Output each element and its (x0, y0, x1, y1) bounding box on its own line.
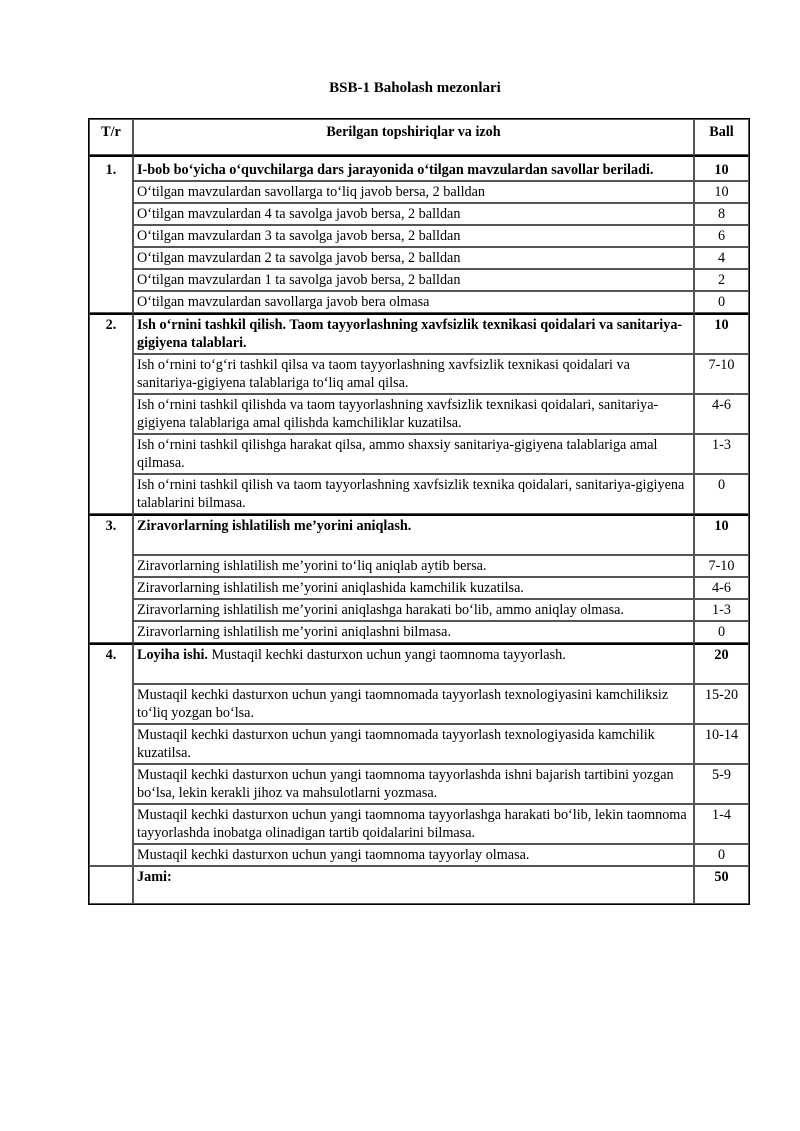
section-number: 4. (89, 643, 133, 866)
section-score: 10 (694, 155, 749, 181)
criterion-score: 15-20 (694, 684, 749, 724)
document-title: BSB-1 Baholash mezonlari (329, 80, 501, 96)
criterion-score: 7-10 (694, 354, 749, 394)
section-title (133, 643, 694, 684)
section-score: 20 (694, 643, 749, 684)
criterion-text: Mustaqil kechki dasturxon uchun yangi taomnomada tayyorlash texnologiyasini kamchiliksiz to‘liq yozgan bo‘lsa. (133, 684, 694, 724)
criterion-row (89, 225, 749, 247)
criterion-row (89, 394, 749, 434)
criteria-table (88, 118, 750, 905)
criterion-row (89, 269, 749, 291)
section-number: 1. (89, 155, 133, 313)
criterion-row (89, 804, 749, 844)
criterion-text: Mustaqil kechki dasturxon uchun yangi taomnoma tayyorlashga harakati bo‘lib, lekin taomnoma tayyorlashda inobatga olinadigan tartib qoidalarini bilmasa. (133, 804, 694, 844)
criterion-row (89, 354, 749, 394)
criterion-score: 10 (694, 181, 749, 203)
total-score: 50 (694, 866, 749, 904)
header-task: Berilgan topshiriqlar va izoh (133, 119, 694, 155)
criterion-score: 0 (694, 291, 749, 313)
criterion-text: Mustaqil kechki dasturxon uchun yangi taomnoma tayyorlay olmasa. (133, 844, 694, 866)
project-label: Loyiha ishi. (137, 647, 208, 663)
criterion-row (89, 844, 749, 866)
section-row (89, 643, 749, 684)
section-row (89, 313, 749, 354)
criterion-row (89, 203, 749, 225)
section-number: 2. (89, 313, 133, 514)
criterion-score: 7-10 (694, 555, 749, 577)
criterion-text: Ziravorlarning ishlatilish me’yorini to‘liq aniqlab aytib bersa. (133, 555, 694, 577)
criterion-score: 0 (694, 844, 749, 866)
criterion-text: Ish o‘rnini to‘g‘ri tashkil qilsa va taom tayyorlashning xavfsizlik texnikasi qoidalari va sanitariya-gigiyena talablariga to‘liq amal qilsa. (133, 354, 694, 394)
header-score: Ball (694, 119, 749, 155)
criterion-score: 6 (694, 225, 749, 247)
total-row (89, 866, 749, 904)
criterion-score: 8 (694, 203, 749, 225)
criterion-row (89, 684, 749, 724)
criterion-text: O‘tilgan mavzulardan 1 ta savolga javob bersa, 2 balldan (133, 269, 694, 291)
header-number: T/r (89, 119, 133, 155)
criterion-text: Mustaqil kechki dasturxon uchun yangi taomnomada tayyorlash texnologiyasida kamchilik kuzatilsa. (133, 724, 694, 764)
criterion-score: 2 (694, 269, 749, 291)
criterion-text: O‘tilgan mavzulardan 4 ta savolga javob bersa, 2 balldan (133, 203, 694, 225)
criterion-text: Ziravorlarning ishlatilish me’yorini aniqlashida kamchilik kuzatilsa. (133, 577, 694, 599)
criterion-row (89, 577, 749, 599)
criterion-text: O‘tilgan mavzulardan savollarga javob bera olmasa (133, 291, 694, 313)
section-title: I-bob bo‘yicha o‘quvchilarga dars jarayonida o‘tilgan mavzulardan savollar beriladi. (133, 155, 694, 181)
criterion-score: 10-14 (694, 724, 749, 764)
criterion-score: 5-9 (694, 764, 749, 804)
project-description: Mustaqil kechki dasturxon uchun yangi taomnoma tayyorlash. (207, 647, 566, 663)
criterion-text: Mustaqil kechki dasturxon uchun yangi taomnoma tayyorlashda ishni bajarish tartibini yozgan bo‘lsa, lekin kerakli jihoz va mahsulotlarni yozmasa. (133, 764, 694, 804)
section-title: Ish o‘rnini tashkil qilish. Taom tayyorlashning xavfsizlik texnikasi qoidalari va sanitariya-gigiyena talablari. (133, 313, 694, 354)
criterion-score: 4 (694, 247, 749, 269)
criterion-row (89, 474, 749, 514)
section-number: 3. (89, 514, 133, 643)
criterion-row (89, 555, 749, 577)
section-score: 10 (694, 514, 749, 555)
criterion-text: O‘tilgan mavzulardan savollarga to‘liq javob bersa, 2 balldan (133, 181, 694, 203)
criterion-row (89, 599, 749, 621)
criterion-text: Ish o‘rnini tashkil qilishga harakat qilsa, ammo shaxsiy sanitariya-gigiyena talablariga amal qilmasa. (133, 434, 694, 474)
criterion-text: Ziravorlarning ishlatilish me’yorini aniqlashga harakati bo‘lib, ammo aniqlay olmasa. (133, 599, 694, 621)
criterion-score: 0 (694, 621, 749, 643)
criterion-text: Ish o‘rnini tashkil qilishda va taom tayyorlashning xavfsizlik texnikasi qoidalari, sanitariya-gigiyena talablariga amal qilishda kamchiliklar kuzatilsa. (133, 394, 694, 434)
criterion-score: 1-3 (694, 599, 749, 621)
criterion-row (89, 181, 749, 203)
criterion-score: 4-6 (694, 394, 749, 434)
criterion-score: 1-4 (694, 804, 749, 844)
section-score: 10 (694, 313, 749, 354)
criterion-row (89, 247, 749, 269)
criterion-row (89, 764, 749, 804)
section-row (89, 155, 749, 181)
section-title: Ziravorlarning ishlatilish me’yorini aniqlash. (133, 514, 694, 555)
total-label: Jami: (133, 866, 694, 904)
criterion-text: O‘tilgan mavzulardan 2 ta savolga javob bersa, 2 balldan (133, 247, 694, 269)
criterion-row (89, 621, 749, 643)
criterion-text: Ish o‘rnini tashkil qilish va taom tayyorlashning xavfsizlik texnika qoidalari, sanitariya-gigiyena talablarini bilmasa. (133, 474, 694, 514)
criterion-score: 4-6 (694, 577, 749, 599)
criterion-row (89, 724, 749, 764)
table-header-row (89, 119, 749, 155)
criterion-text: Ziravorlarning ishlatilish me’yorini aniqlashni bilmasa. (133, 621, 694, 643)
criterion-score: 1-3 (694, 434, 749, 474)
criterion-text: O‘tilgan mavzulardan 3 ta savolga javob bersa, 2 balldan (133, 225, 694, 247)
section-row (89, 514, 749, 555)
total-empty-cell (89, 866, 133, 904)
criterion-row (89, 291, 749, 313)
criterion-row (89, 434, 749, 474)
criterion-score: 0 (694, 474, 749, 514)
